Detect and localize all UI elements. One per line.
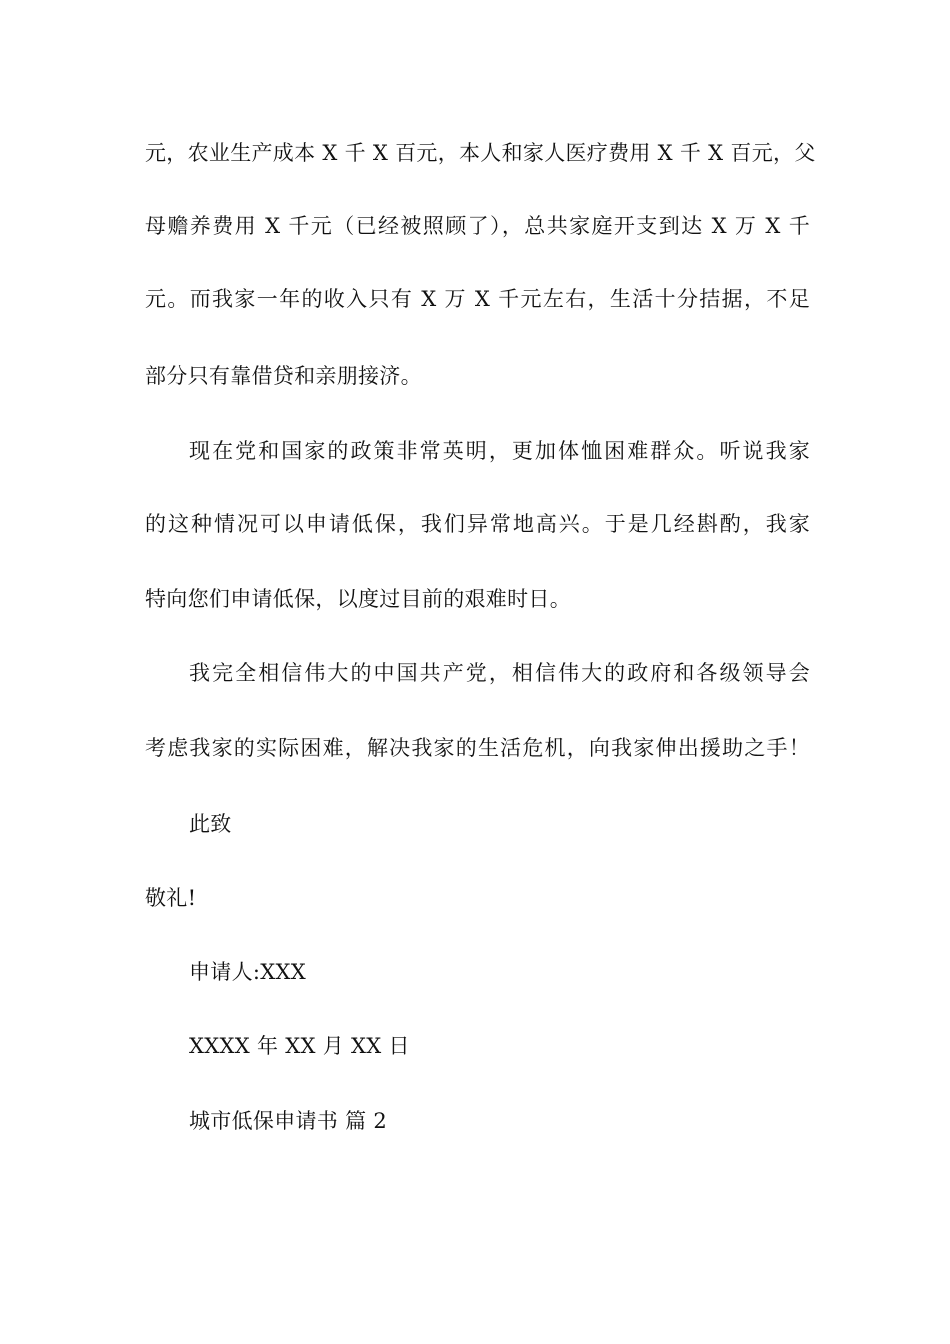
paragraph-1-line-1: 元，农业生产成本 X 千 X 百元，本人和家人医疗费用 X 千 X 百元，父	[145, 141, 816, 165]
paragraph-3-line-1: 我完全相信伟大的中国共产党，相信伟大的政府和各级领导会	[189, 661, 810, 685]
paragraph-1-line-3: 元。而我家一年的收入只有 X 万 X 千元左右，生活十分拮据，不足	[145, 287, 810, 311]
applicant-line: 申请人:XXX	[189, 960, 307, 984]
paragraph-1-line-2: 母赡养费用 X 千元（已经被照顾了），总共家庭开支到达 X 万 X 千	[145, 214, 810, 238]
paragraph-3-line-2: 考虑我家的实际困难，解决我家的生活危机，向我家伸出援助之手！	[145, 736, 810, 760]
next-section-title: 城市低保申请书 篇 2	[189, 1109, 388, 1133]
paragraph-2-line-3: 特向您们申请低保，以度过目前的艰难时日。	[145, 587, 571, 611]
paragraph-1-line-4: 部分只有靠借贷和亲朋接济。	[145, 364, 422, 388]
paragraph-2-line-1: 现在党和国家的政策非常英明，更加体恤困难群众。听说我家	[189, 439, 810, 463]
date-line: XXXX 年 XX 月 XX 日	[189, 1034, 410, 1058]
paragraph-2-line-2: 的这种情况可以申请低保，我们异常地高兴。于是几经斟酌，我家	[145, 512, 810, 536]
closing-regards: 敬礼!	[145, 886, 197, 910]
closing-salutation: 此致	[189, 812, 232, 836]
